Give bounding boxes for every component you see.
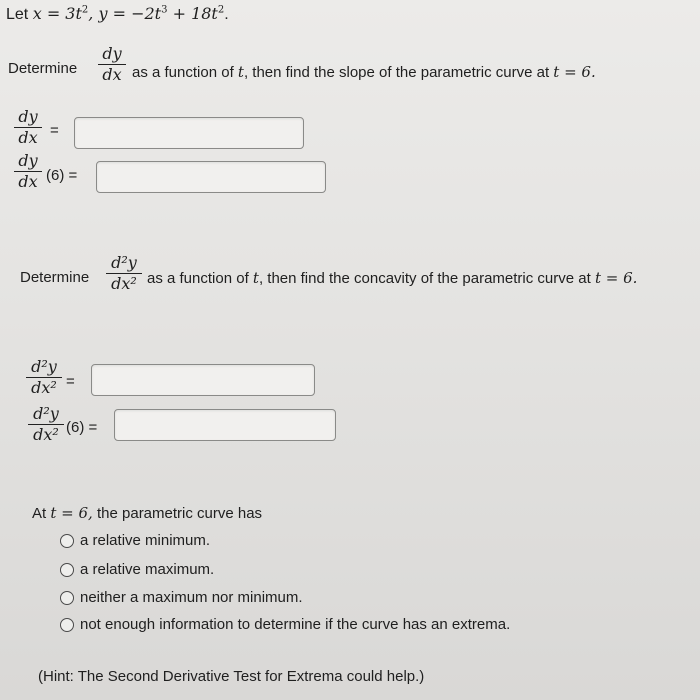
instruction-text-b: , then find the slope of the parametric curve at <box>243 64 550 81</box>
problem-statement <box>6 4 229 24</box>
fraction-numerator: d²y <box>33 404 59 423</box>
part2-row1-fraction <box>26 358 62 397</box>
question-suffix: the parametric curve has <box>96 505 263 522</box>
hint-text: (Hint: The Second Derivative Test for Extrema could help.) <box>38 668 425 685</box>
part2-row2-arg: (6) = <box>66 419 98 436</box>
fraction-numerator: dy <box>18 107 38 126</box>
x-exponent: 2 <box>81 4 89 16</box>
part1-instruction <box>132 63 596 81</box>
part2-row1-equals: = <box>66 373 75 390</box>
t-value: t = 6, <box>50 504 93 522</box>
t-value: t = 6. <box>594 269 638 287</box>
part2-determine-label: Determine <box>20 269 90 286</box>
option-relative-maximum[interactable] <box>60 561 360 581</box>
fraction-denominator: dx <box>102 65 122 84</box>
let-label: Let <box>6 6 29 23</box>
part1-row1-equals: = <box>50 122 59 139</box>
option-label: not enough information to determine if the curve has an extrema. <box>80 616 511 633</box>
fraction-numerator: d²y <box>111 253 137 272</box>
instruction-text-b: , then find the concavity of the parametric curve at <box>258 270 591 287</box>
radio-button[interactable] <box>60 618 74 632</box>
option-label: neither a maximum nor minimum. <box>80 589 303 606</box>
t-variable: t <box>252 269 259 287</box>
option-label: a relative minimum. <box>80 532 211 549</box>
part1-row2-arg: (6) = <box>46 167 78 184</box>
concavity-at-6-input[interactable] <box>114 409 336 441</box>
radio-button[interactable] <box>60 534 74 548</box>
option-neither[interactable] <box>60 589 380 609</box>
question-prefix: At <box>32 505 47 522</box>
second-derivative-input[interactable] <box>91 364 315 396</box>
fraction-numerator: dy <box>102 44 122 63</box>
fraction-denominator: dx <box>18 128 38 147</box>
part2-instruction <box>147 269 637 287</box>
part1-determine-label: Determine <box>8 60 78 77</box>
fraction-denominator: dx² <box>33 425 59 444</box>
y-exponent-3: 3 <box>161 4 168 16</box>
t-variable: t <box>237 63 244 81</box>
radio-button[interactable] <box>60 563 74 577</box>
part1-derivative-fraction <box>98 45 126 84</box>
radio-button[interactable] <box>60 591 74 605</box>
fraction-numerator: dy <box>18 151 38 170</box>
fraction-denominator: dx <box>18 172 38 191</box>
fraction-numerator: d²y <box>31 357 57 376</box>
instruction-text-a: as a function of <box>132 64 234 81</box>
option-not-enough-info[interactable] <box>60 616 620 636</box>
y-exponent-2: 2 <box>217 4 225 16</box>
period: . <box>224 6 229 23</box>
fraction-denominator: dx² <box>31 378 57 397</box>
part1-row1-fraction <box>14 108 42 147</box>
y-equation: , y = −2t <box>88 4 162 23</box>
option-relative-minimum[interactable] <box>60 532 360 552</box>
dydx-answer-input[interactable] <box>74 117 304 149</box>
part2-derivative-fraction <box>106 254 142 293</box>
option-label: a relative maximum. <box>80 561 215 578</box>
instruction-text-a: as a function of <box>147 270 249 287</box>
part1-row2-fraction <box>14 152 42 191</box>
part2-row2-fraction <box>28 405 64 444</box>
slope-at-6-input[interactable] <box>96 161 326 193</box>
y-equation-rest: + 18t <box>167 4 218 23</box>
fraction-denominator: dx² <box>111 274 137 293</box>
x-equation: x = 3t <box>32 4 82 23</box>
t-value: t = 6. <box>553 63 596 81</box>
concavity-question <box>32 504 262 522</box>
